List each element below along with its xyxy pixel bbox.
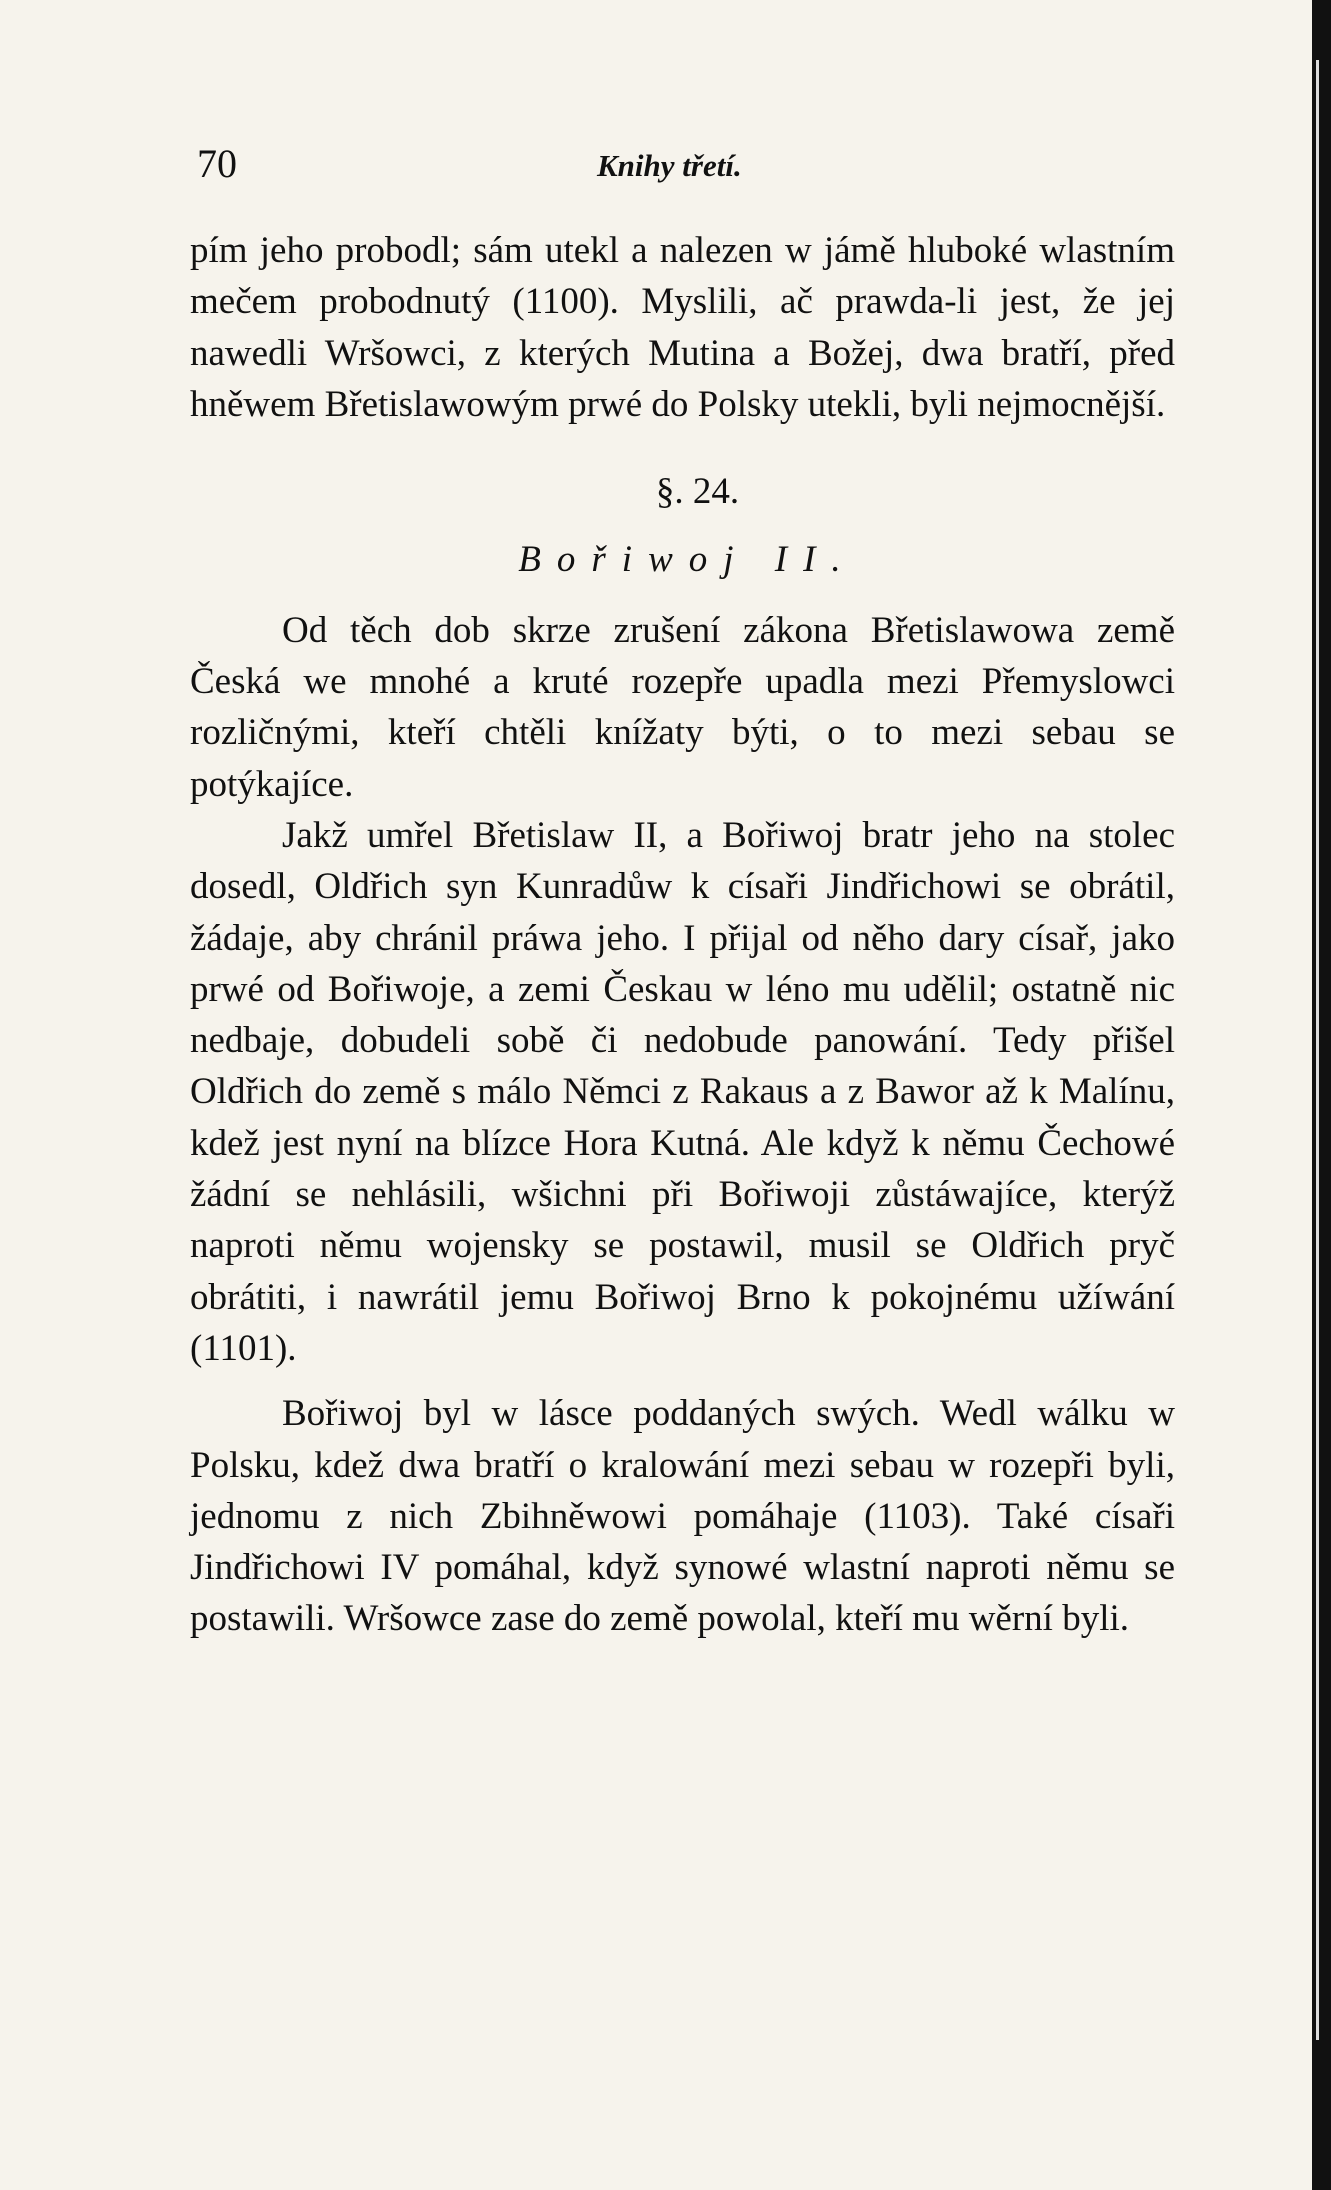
section-title: Bořiwoj II.	[518, 539, 857, 581]
paragraph-1: pím jeho probodl; sám utekl a nalezen w jámě hluboké wlastním mečem probodnutý (1100). Myslili, ač prawda-li jest, že jej nawedli Wršowci, z kterých Mutina a Božej, dwa bratří, před hněwem Břetislawowým prwé do Polsky utekli, byli nejmocnější.	[190, 230, 1175, 425]
section-number: §. 24.	[655, 471, 740, 513]
paragraph-2: Od těch dob skrze zrušení zákona Břetislawowa země Česká we mnohé a kruté rozepře upadla mezi Přemyslowci rozličnými, kteří chtěli knížaty býti, o to mezi sebau se potýkajíce.	[190, 609, 1175, 805]
page-number: 70	[197, 141, 237, 186]
body-text	[190, 225, 1175, 1645]
paragraph-3: Jakž umřel Břetislaw II, a Bořiwoj bratr jeho na stolec dosedl, Oldřich syn Kunradůw k císaři Jindřichowi se obrátil, žádaje, aby chránil práwa jeho. I přijal od něho dary císař, jako prwé od Bořiwoje, a zemi Českau w léno mu udělil; ostatně nic nedbaje, dobudeli sobě či nedobude panowání. Tedy přišel Oldřich do země s málo Němci z Rakaus a z Bawor až k Malínu, kdež jest nyní na blízce Hora Kutná. Ale když k němu Čechowé žádní se nehlásili, wšichni při Bořiwoji zůstáwajíce, kterýž naproti němu wojensky se postawil, musil se Oldřich pryč obrátiti, i nawrátil jemu Bořiwoj Brno k pokojnému užíwání (1101).	[190, 814, 1175, 1369]
edge-rule	[1316, 60, 1319, 2040]
running-head: Knihy třetí.	[597, 148, 742, 183]
page-edge	[1312, 0, 1331, 2190]
paragraph-4: Bořiwoj byl w lásce poddaných swých. Wedl wálku w Polsku, kdež dwa bratří o kralowání mezi sebau w rozepři byli, jednomu z nich Zbihněwowi pomáhaje (1103). Také císaři Jindřichowi IV pomáhal, když synowé wlastní naproti němu se postawili. Wršowce zase do země powolal, kteří mu wěrní byli.	[190, 1393, 1175, 1640]
page-header	[197, 140, 1181, 190]
